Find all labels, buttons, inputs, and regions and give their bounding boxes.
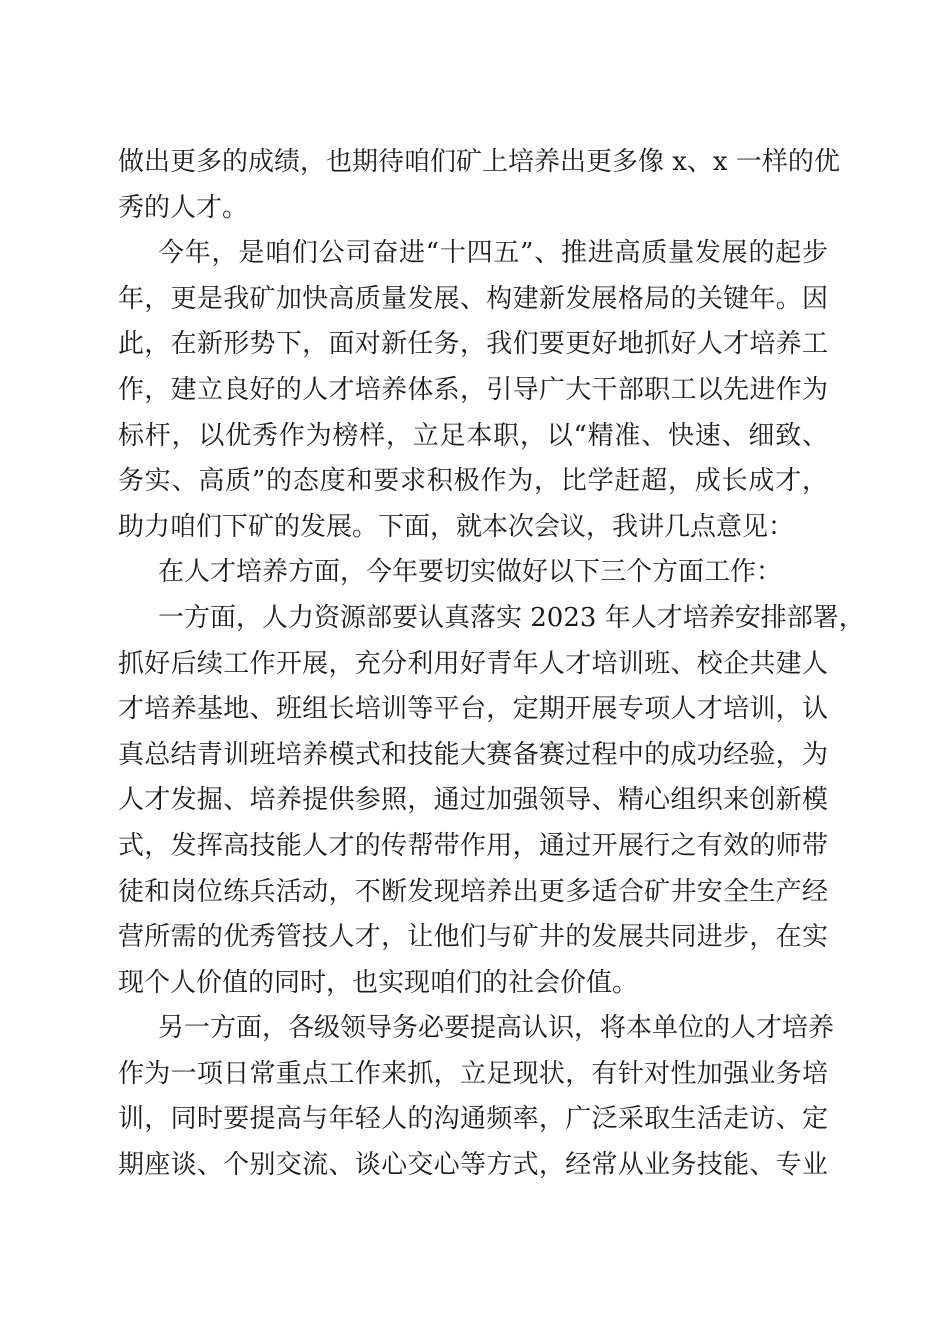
text-line: 现个人价值的同时，也实现咱们的社会价值。 [118, 967, 639, 998]
text-line: 训，同时要提高与年轻人的沟通频率，广泛采取生活走访、定 [118, 1104, 828, 1135]
text-line: 徒和岗位练兵活动，不断发现培养出更多适合矿井安全生产经 [118, 876, 828, 907]
text-line: 作，建立良好的人才培养体系，引导广大干部职工以先进作为 [118, 374, 828, 405]
text-line: 标杆，以优秀作为榜样，立足本职，以“精准、快速、细致、 [118, 420, 828, 451]
document-body [118, 140, 865, 1189]
text-line: 年，更是我矿加快高质量发展、构建新发展格局的关键年。因 [118, 283, 828, 314]
text-line: 营所需的优秀管技人才，让他们与矿井的发展共同进步，在实 [118, 922, 828, 953]
text-line: 做出更多的成绩，也期待咱们矿上培养出更多像 x、x 一样的优 [118, 147, 840, 177]
text-line: 今年，是咱们公司奋进“十四五”、推进高质量发展的起步 [158, 238, 828, 269]
text-line: 务实、高质”的态度和要求积极作为，比学赶超，成长成才， [118, 466, 828, 497]
text-line: 期座谈、个别交流、谈心交心等方式，经常从业务技能、专业 [118, 1150, 828, 1181]
text-line: 一方面，人力资源部要认真落实 2023 年人才培养安排部署， [158, 602, 865, 633]
text-line: 秀的人才。 [118, 192, 249, 223]
text-line: 人才发掘、培养提供参照，通过加强领导、精心组织来创新模 [118, 785, 828, 816]
text-line: 才培养基地、班组长培训等平台，定期开展专项人才培训，认 [118, 694, 828, 725]
text-line: 式，发挥高技能人才的传帮带作用，通过开展行之有效的师带 [118, 830, 828, 861]
text-line: 在人才培养方面，今年要切实做好以下三个方面工作： [158, 557, 783, 588]
text-line: 抓好后续工作开展，充分利用好青年人才培训班、校企共建人 [118, 648, 828, 679]
text-line: 助力咱们下矿的发展。下面，就本次会议，我讲几点意见： [118, 511, 795, 542]
text-line: 作为一项日常重点工作来抓，立足现状，有针对性加强业务培 [118, 1058, 828, 1089]
text-line: 此，在新形势下，面对新任务，我们要更好地抓好人才培养工 [118, 329, 828, 360]
text-line: 真总结青训班培养模式和技能大赛备赛过程中的成功经验，为 [118, 739, 828, 770]
text-line: 另一方面，各级领导务必要提高认识，将本单位的人才培养 [158, 1013, 835, 1044]
